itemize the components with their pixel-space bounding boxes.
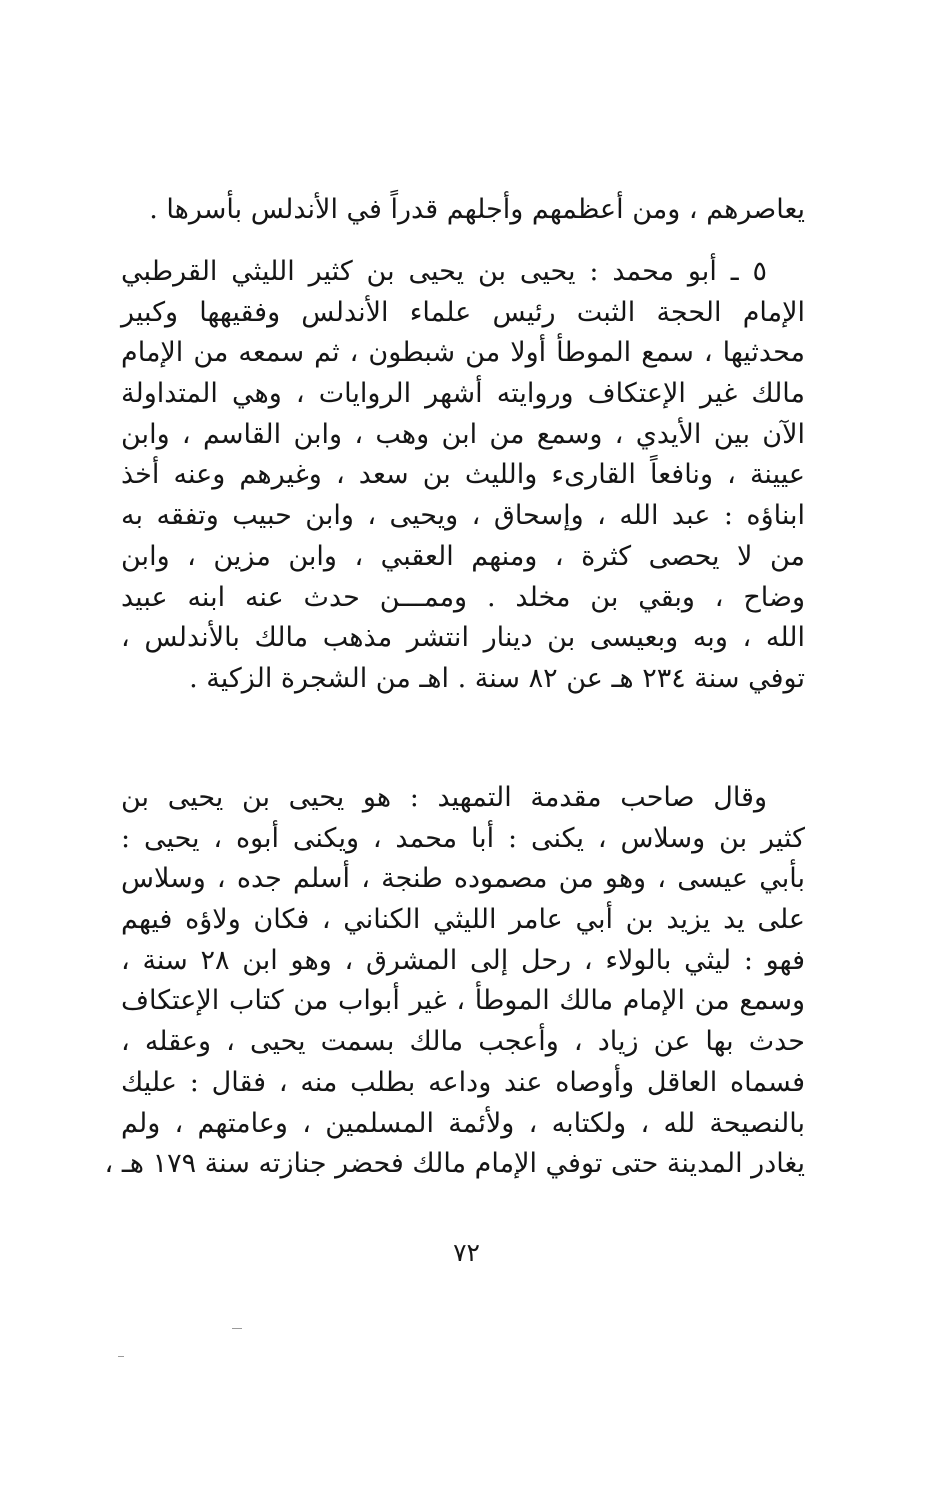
paragraph-tamhid-quote	[104, 778, 805, 1185]
text-line: الإمام الحجة الثبت رئيس علماء الأندلس وفقيهها وكبير	[121, 296, 805, 328]
text-line: وسمع من الإمام مالك الموطأ ، غير أبواب من كتاب الإعتكاف	[121, 985, 805, 1017]
text-line: مالك غير الإعتكاف وروايته أشهر الروايات ، وهي المتداولة	[121, 378, 805, 410]
paragraph-intro-continuation	[121, 190, 805, 231]
text-line: توفي سنة ٢٣٤ هـ عن ٨٢ سنة . اهـ من الشجرة الزكية .	[189, 662, 805, 694]
text-line: فهو : ليثي بالولاء ، رحل إلى المشرق ، وهو ابن ٢٨ سنة ،	[121, 944, 805, 976]
text-line: من لا يحصى كثرة ، ومنهم العقبي ، وابن مزين ، وابن	[121, 540, 805, 572]
text-line: بأبي عيسى ، وهو من مصموده طنجة ، أسلم جده ، وسلاس	[121, 863, 805, 895]
text-line: فسماه العاقل وأوصاه عند وداعه بطلب منه ، فقال : عليك	[121, 1066, 805, 1098]
text-line: يغادر المدينة حتى توفي الإمام مالك فحضر جنازته سنة ١٧٩ هـ ،	[104, 1148, 805, 1180]
text-line: كثير بن وسلاس ، يكنى : أبا محمد ، ويكنى أبوه ، يحيى :	[121, 822, 805, 854]
text-line: ٥ ـ أبو محمد : يحيى بن يحيى بن كثير الليثي القرطبي	[121, 256, 767, 287]
scan-speck	[232, 1328, 242, 1329]
paragraph-yahya-biography	[121, 252, 805, 700]
text-line: الله ، وبه وبعيسى بن دينار انتشر مذهب مالك بالأندلس ،	[121, 622, 805, 654]
text-line: عيينة ، ونافعاً القارىء والليث بن سعد ، وغيرهم وعنه أخذ	[121, 459, 805, 491]
scan-speck	[118, 1356, 124, 1357]
text-line: على يد يزيد بن أبي عامر الليثي الكناني ، فكان ولاؤه فيهم	[121, 904, 805, 936]
text-line: الآن بين الأيدي ، وسمع من ابن وهب ، وابن القاسم ، وابن	[121, 418, 805, 450]
text-line: يعاصرهم ، ومن أعظمهم وأجلهم قدراً في الأندلس بأسرها .	[149, 194, 805, 225]
text-line: حدث بها عن زياد ، وأعجب مالك بسمت يحيى ، وعقله ،	[121, 1026, 805, 1058]
text-line: وضاح ، وبقي بن مخلد . وممـــن حدث عنه ابنه عبيد	[121, 581, 805, 613]
text-line: وقال صاحب مقدمة التمهيد : هو يحيى بن يحيى بن	[121, 782, 767, 813]
text-line: محدثيها ، سمع الموطأ أولا من شبطون ، ثم سمعه من الإمام	[121, 337, 805, 369]
page-number: ٧٢	[453, 1238, 480, 1267]
text-line: بالنصيحة لله ، ولكتابه ، ولأئمة المسلمين ، وعامتهم ، ولم	[121, 1107, 805, 1139]
text-line: ابناؤه : عبد الله ، وإسحاق ، ويحيى ، وابن حبيب وتفقه به	[121, 500, 805, 532]
